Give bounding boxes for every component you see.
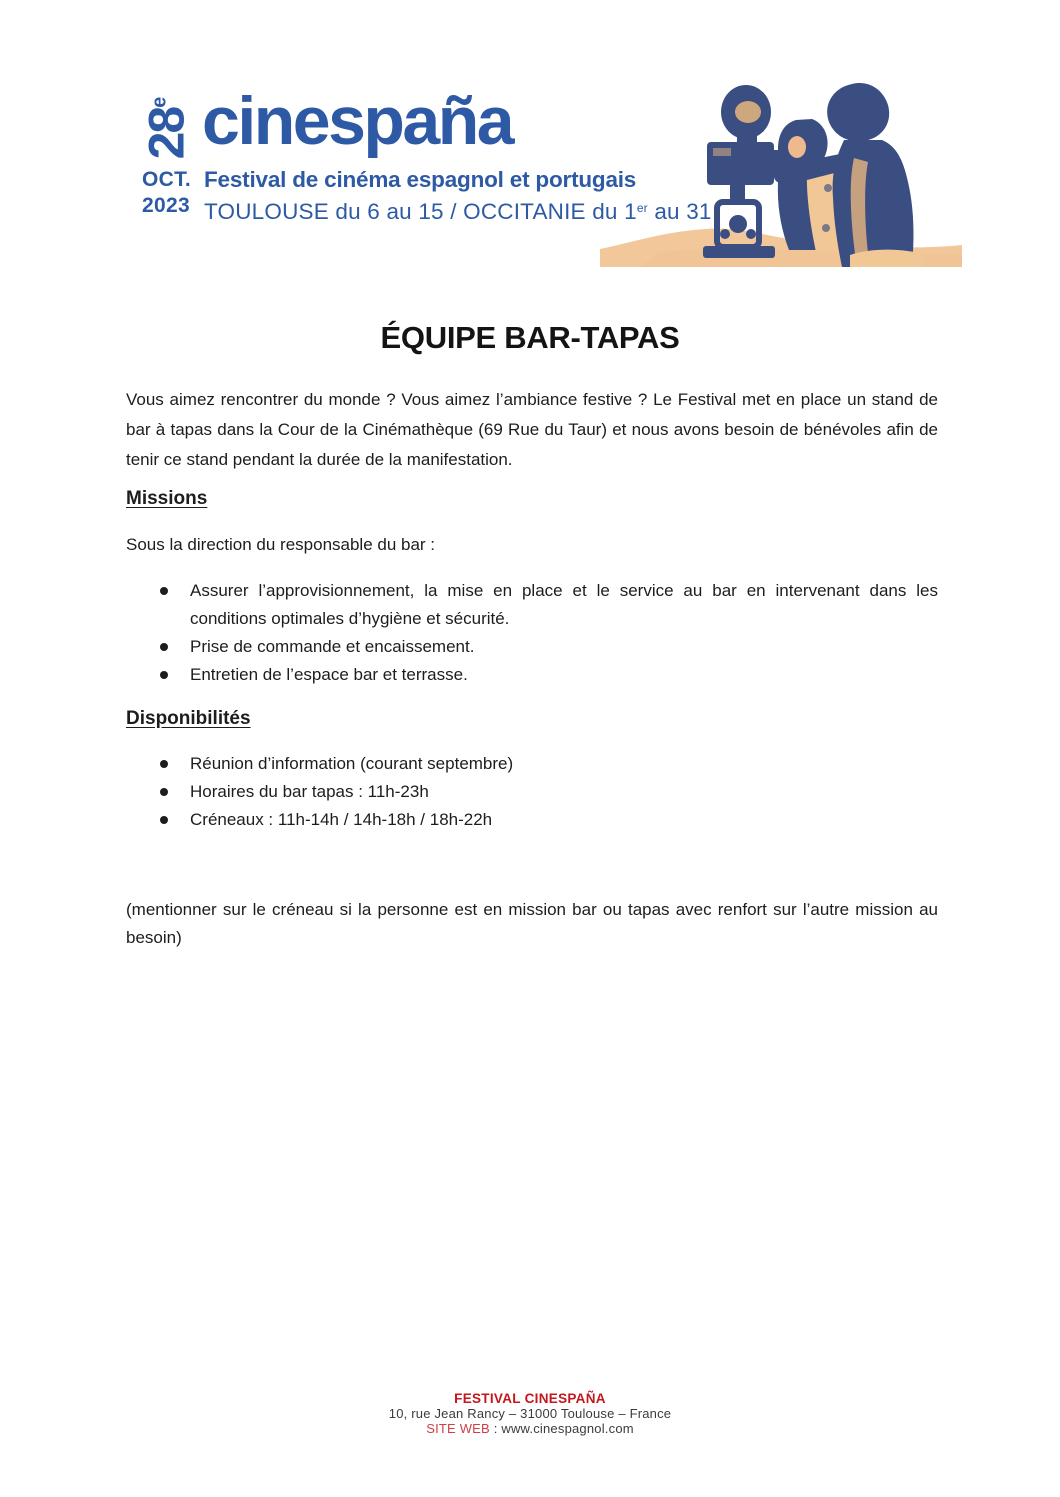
festival-month: OCT. xyxy=(142,168,192,191)
list-item: Créneaux : 11h-14h / 14h-18h / 18h-22h xyxy=(190,806,938,834)
note-paragraph: (mentionner sur le créneau si la personne est en mission bar ou tapas avec renfort sur l’autre mission au besoin) xyxy=(126,900,938,947)
festival-subtitle: Festival de cinéma espagnol et portugais xyxy=(204,167,637,192)
festival-dates-suffix: au 31 xyxy=(647,199,712,224)
festival-photo-illustration xyxy=(600,62,962,267)
footer-website-separator: : xyxy=(489,1421,502,1436)
cinespana-wordmark: cinespaña xyxy=(202,83,513,159)
festival-year: 2023 xyxy=(142,194,190,217)
missions-bullet-list xyxy=(126,577,938,689)
edition-digits: 28 xyxy=(138,107,194,160)
intro-paragraph: Vous aimez rencontrer du monde ? Vous aimez l’ambiance festive ? Le Festival met en place un stand de bar à tapas dans la Cour de la Cinémathèque (69 Rue du Taur) et nous avons besoin de bénévoles afin de tenir ce stand pendant la durée de la manifestation. xyxy=(126,390,938,469)
list-item: Assurer l’approvisionnement, la mise en place et le service au bar en intervenant dans les conditions optimales d’hygiène et sécurité. xyxy=(190,577,938,633)
footer-website-line xyxy=(0,1421,1060,1436)
disponibilites-bullet-list xyxy=(126,750,938,834)
footer-organization: FESTIVAL CINESPAÑA xyxy=(454,1391,606,1406)
footer-address: 10, rue Jean Rancy – 31000 Toulouse – France xyxy=(388,1406,672,1421)
footer-website-label: SITE WEB xyxy=(426,1421,490,1436)
festival-dates-ordinal: er xyxy=(636,201,648,215)
missions-lead: Sous la direction du responsable du bar : xyxy=(126,535,436,554)
section-heading-missions: Missions xyxy=(126,488,208,509)
section-heading-disponibilites: Disponibilités xyxy=(126,708,251,729)
edition-ordinal-suffix: e xyxy=(148,96,170,108)
list-item: Réunion d’information (courant septembre) xyxy=(190,750,938,778)
list-item: Horaires du bar tapas : 11h-23h xyxy=(190,778,938,806)
festival-dates-prefix: TOULOUSE du 6 au 15 / OCCITANIE du 1 xyxy=(204,199,637,224)
edition-number-text xyxy=(138,96,194,160)
festival-date-column xyxy=(142,167,191,219)
page-footer xyxy=(0,1391,1060,1436)
footer-website-url: www.cinespagnol.com xyxy=(501,1421,634,1436)
list-item: Entretien de l’espace bar et terrasse. xyxy=(190,661,938,689)
list-item: Prise de commande et encaissement. xyxy=(190,633,938,661)
page-title: ÉQUIPE BAR-TAPAS xyxy=(380,320,680,355)
edition-number xyxy=(136,88,196,168)
